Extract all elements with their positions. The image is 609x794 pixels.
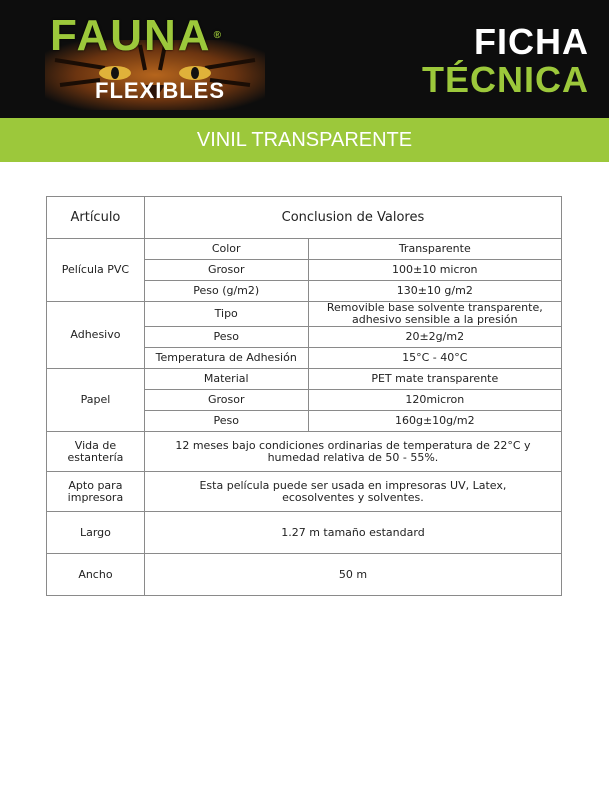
label-line: Vida de [74, 438, 117, 452]
table-row [47, 432, 562, 472]
document-type [422, 21, 589, 100]
label-largo: Largo [47, 512, 145, 554]
group-label-adhesivo: Adhesivo [47, 302, 145, 369]
value-cell: Transparente [308, 239, 561, 260]
table-row [47, 472, 562, 512]
value-line: adhesivo sensible a la presión [351, 313, 518, 326]
value-cell: 120micron [308, 390, 561, 411]
product-title: VINIL TRANSPARENTE [196, 128, 413, 151]
table-header-row [47, 197, 562, 239]
value-line: Removible base solvente transparente, [326, 301, 543, 314]
value-cell: 15°C - 40°C [308, 348, 561, 369]
param-cell: Tipo [144, 302, 308, 327]
group-label-pelicula: Película PVC [47, 239, 145, 302]
brand-name: FAUNA [50, 11, 212, 60]
label-apto [47, 472, 145, 512]
value-apto [144, 472, 561, 512]
registered-mark: ® [213, 30, 223, 41]
brand-logo [50, 11, 223, 60]
param-cell: Color [144, 239, 308, 260]
header-articulo: Artículo [47, 197, 145, 239]
param-cell: Material [144, 369, 308, 390]
value-vida [144, 432, 561, 472]
param-cell: Temperatura de Adhesión [144, 348, 308, 369]
label-line: impresora [67, 490, 124, 504]
table-row [47, 369, 562, 390]
header-valores: Conclusion de Valores [144, 197, 561, 239]
value-cell [308, 302, 561, 327]
table-row [47, 554, 562, 596]
param-cell: Grosor [144, 260, 308, 281]
value-line: Esta película puede ser usada en impresoras UV, Latex, [199, 478, 507, 492]
group-label-papel: Papel [47, 369, 145, 432]
header-banner [0, 0, 609, 118]
param-cell: Grosor [144, 390, 308, 411]
document-type-line1: FICHA [474, 21, 589, 62]
document-type-line2: TÉCNICA [422, 59, 589, 100]
value-line: 12 meses bajo condiciones ordinarias de temperatura de 22°C y [175, 438, 531, 452]
value-cell: 160g±10g/m2 [308, 411, 561, 432]
param-cell: Peso (g/m2) [144, 281, 308, 302]
value-largo: 1.27 m tamaño estandard [144, 512, 561, 554]
label-ancho: Ancho [47, 554, 145, 596]
product-title-bar [0, 118, 609, 162]
label-line: estantería [67, 450, 124, 464]
sub-brand: FLEXIBLES [95, 78, 226, 103]
param-cell: Peso [144, 411, 308, 432]
table-row [47, 302, 562, 327]
table-row [47, 512, 562, 554]
label-vida [47, 432, 145, 472]
table-row [47, 239, 562, 260]
value-line: humedad relativa de 50 - 55%. [267, 450, 439, 464]
param-cell: Peso [144, 327, 308, 348]
label-line: Apto para [68, 478, 123, 492]
value-cell: PET mate transparente [308, 369, 561, 390]
value-cell: 100±10 micron [308, 260, 561, 281]
value-cell: 20±2g/m2 [308, 327, 561, 348]
value-ancho: 50 m [144, 554, 561, 596]
value-line: ecosolventes y solventes. [282, 490, 424, 504]
value-cell: 130±10 g/m2 [308, 281, 561, 302]
spec-table [46, 196, 562, 596]
